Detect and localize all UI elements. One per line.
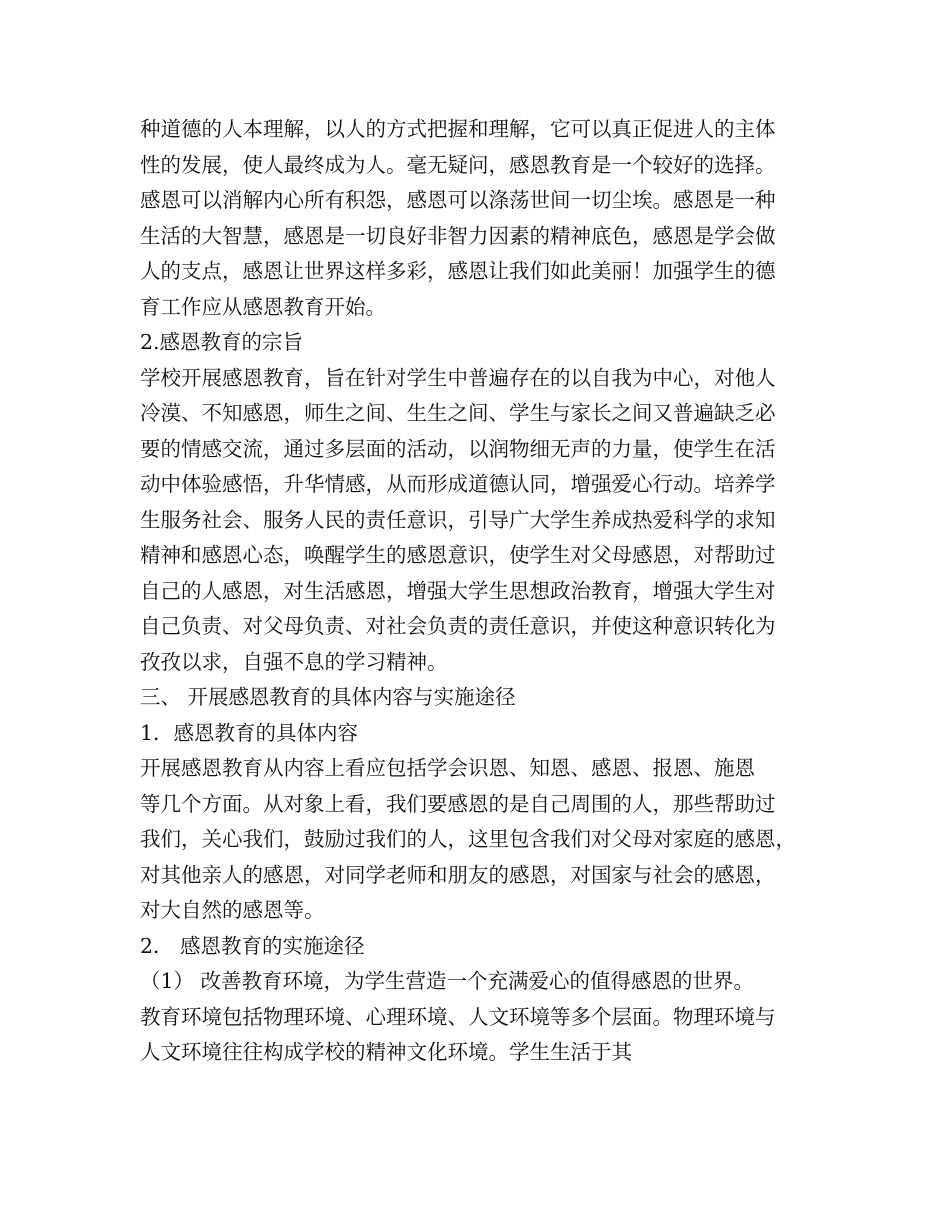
body-text-line: 人的支点，感恩让世界这样多彩，感恩让我们如此美丽！加强学生的德 (140, 259, 776, 283)
section-heading: 三、 开展感恩教育的具体内容与实施途径 (140, 685, 516, 709)
document-body (140, 112, 830, 1071)
body-text-line: 我们，关心我们，鼓励过我们的人，这里包含我们对父母对家庭的感恩， (140, 827, 796, 851)
body-text-line: 性的发展，使人最终成为人。毫无疑问，感恩教育是一个较好的选择。 (140, 152, 776, 177)
subsection-heading: 1．感恩教育的具体内容 (140, 720, 359, 745)
body-text-line: 自己负责、对父母负责、对社会负责的责任意识，并使这种意识转化为 (140, 614, 776, 638)
body-text-line: 育工作应从感恩教育开始。 (140, 294, 386, 319)
body-text-line: 感恩可以消解内心所有积怨，感恩可以涤荡世间一切尘埃。感恩是一种 (140, 188, 776, 212)
body-text-line: 教育环境包括物理环境、心理环境、人文环境等多个层面。物理环境与 (140, 1004, 776, 1029)
body-text-line: （1） 改善教育环境，为学生营造一个充满爱心的值得感恩的世界。 (140, 969, 755, 993)
body-text-line: 学校开展感恩教育，旨在针对学生中普遍存在的以自我为中心，对他人 (140, 365, 776, 390)
body-text-line: 自己的人感恩，对生活感恩，增强大学生思想政治教育，增强大学生对 (140, 578, 776, 603)
body-text-line: 人文环境往往构成学校的精神文化环境。学生生活于其 (140, 1040, 632, 1064)
body-text-line: 要的情感交流，通过多层面的活动，以润物细无声的力量，使学生在活 (140, 436, 776, 461)
body-text-line: 等几个方面。从对象上看，我们要感恩的是自己周围的人，那些帮助过 (140, 791, 776, 816)
body-text-line: 生活的大智慧，感恩是一切良好非智力因素的精神底色，感恩是学会做 (140, 223, 776, 248)
body-text-line: 孜孜以求，自强不息的学习精神。 (140, 649, 448, 674)
body-text-line: 冷漠、不知感恩，师生之间、生生之间、学生与家长之间又普遍缺乏必 (140, 401, 776, 425)
body-text-line: 精神和感恩心态，唤醒学生的感恩意识，使学生对父母感恩，对帮助过 (140, 543, 776, 567)
body-text-line: 开展感恩教育从内容上看应包括学会识恩、知恩、感恩、报恩、施恩 (140, 756, 755, 780)
body-text-line: 生服务社会、服务人民的责任意识，引导广大学生养成热爱科学的求知 (140, 507, 776, 532)
subsection-heading: 2． 感恩教育的实施途径 (140, 933, 365, 958)
body-text-line: 动中体验感悟，升华情感，从而形成道德认同，增强爱心行动。培养学 (140, 472, 776, 496)
body-text-line: 种道德的人本理解，以人的方式把握和理解，它可以真正促进人的主体 (140, 117, 776, 141)
body-text-line: 对大自然的感恩等。 (140, 898, 325, 922)
body-text-line: 对其他亲人的感恩，对同学老师和朋友的感恩，对国家与社会的感恩， (140, 862, 776, 887)
section-heading: 2.感恩教育的宗旨 (140, 330, 304, 354)
